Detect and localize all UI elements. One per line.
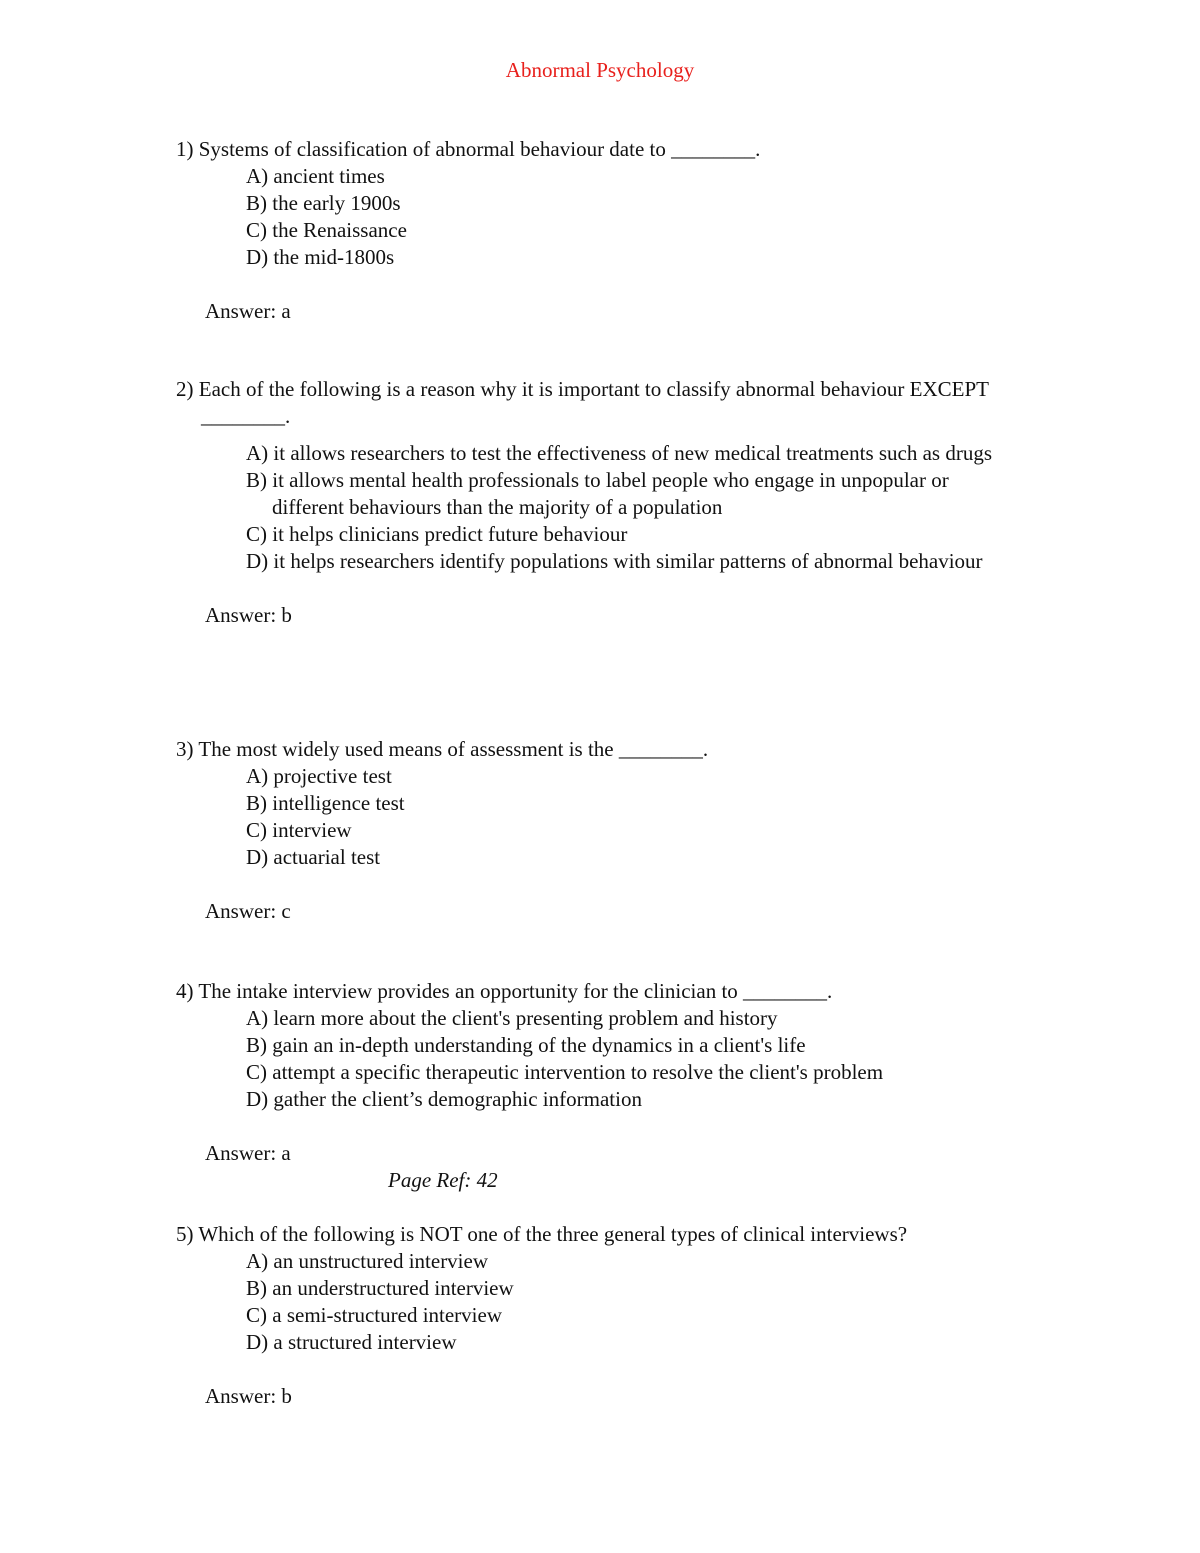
answer: Answer: b [205, 603, 292, 627]
question-stem: 1) Systems of classification of abnormal behaviour date to ________. [176, 137, 761, 161]
option-a: A) it allows researchers to test the effectiveness of new medical treatments such as drugs [246, 441, 993, 465]
option-d: D) gather the client’s demographic information [246, 1087, 642, 1111]
option-c: C) a semi-structured interview [246, 1303, 502, 1327]
option-a: A) projective test [246, 764, 392, 788]
option-b: B) gain an in-depth understanding of the dynamics in a client's life [246, 1033, 806, 1057]
page-reference: Page Ref: 42 [388, 1168, 498, 1192]
option-a: A) learn more about the client's presenting problem and history [246, 1006, 778, 1030]
question-stem: 3) The most widely used means of assessment is the ________. [176, 737, 709, 761]
option-d: D) it helps researchers identify populations with similar patterns of abnormal behaviour [246, 549, 983, 573]
option-b: B) intelligence test [246, 791, 405, 815]
option-a: A) an unstructured interview [246, 1249, 489, 1273]
answer: Answer: c [205, 899, 291, 923]
answer: Answer: a [205, 299, 291, 323]
question-5 [176, 1221, 1036, 1410]
option-list [246, 1248, 1036, 1356]
option-c: C) interview [246, 818, 352, 842]
option-list [246, 163, 1036, 271]
question-stem: 2) Each of the following is a reason why it is important to classify abnormal behaviour EXCEPT ________. [176, 377, 989, 428]
option-c: C) the Renaissance [246, 218, 407, 242]
answer: Answer: a [205, 1141, 291, 1165]
question-3 [176, 736, 1036, 925]
document-title: Abnormal Psychology [505, 58, 695, 82]
option-c: C) attempt a specific therapeutic intervention to resolve the client's problem [246, 1060, 884, 1084]
option-d: D) the mid-1800s [246, 245, 395, 269]
question-stem: 5) Which of the following is NOT one of the three general types of clinical interviews? [176, 1222, 908, 1246]
option-b: B) the early 1900s [246, 191, 401, 215]
option-list [246, 440, 1016, 575]
question-4 [176, 978, 1036, 1194]
answer: Answer: b [205, 1384, 292, 1408]
option-b: B) an understructured interview [246, 1276, 514, 1300]
option-b: B) it allows mental health professionals to label people who engage in unpopular or different behaviours than the majority of a population [246, 468, 949, 519]
option-d: D) actuarial test [246, 845, 381, 869]
option-a: A) ancient times [246, 164, 385, 188]
option-d: D) a structured interview [246, 1330, 457, 1354]
option-c: C) it helps clinicians predict future behaviour [246, 522, 628, 546]
option-list [246, 1005, 1036, 1113]
question-1 [176, 136, 1036, 325]
question-2 [176, 376, 1016, 629]
option-list [246, 763, 1036, 871]
question-stem: 4) The intake interview provides an opportunity for the clinician to ________. [176, 979, 833, 1003]
